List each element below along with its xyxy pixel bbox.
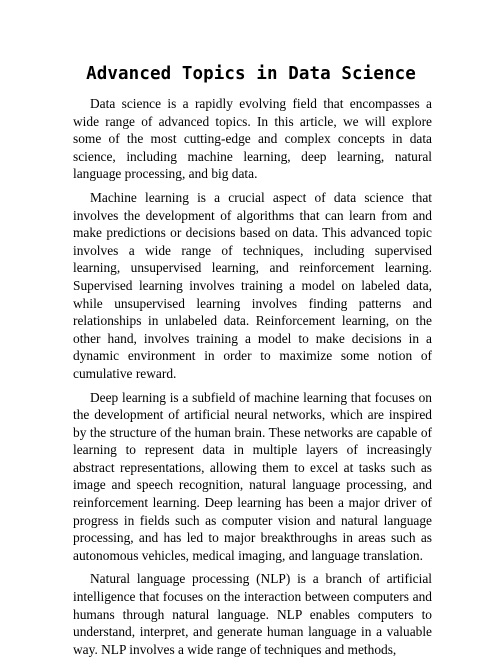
paragraph-deep-learning: Deep learning is a subfield of machine learning that focuses on the development of artificial neural networks, which are inspired by the structure of the human brain. These networks are capable of learning to represent data in multiple layers of increasingly abstract representations, allowing them to excel at tasks such as image and speech recognition, natural language processing, and reinforcement learning. Deep learning has been a major driver of progress in fields such as computer vision and natural language processing, and has led to major breakthroughs in areas such as autonomous vehicles, medical imaging, and language translation. xyxy=(73,389,432,563)
paragraph-nlp: Natural language processing (NLP) is a branch of artificial intelligence that focuses on the interaction between computers and humans through natural language. NLP enables computers to understand, interpret, and generate human language in a valuable way. NLP involves a wide range of techniques and methods, xyxy=(73,571,432,657)
paragraph-machine-learning: Machine learning is a crucial aspect of data science that involves the development of algorithms that can learn from and make predictions or decisions based on data. This advanced topic involves a wide range of techniques, including supervised learning, unsupervised learning, and reinforcement learning. Supervised learning involves training a model on labeled data, while unsupervised learning involves finding patterns and relationships in unlabeled data. Reinforcement learning, on the other hand, involves training a model to make decisions in a dynamic environment in order to maximize some notion of cumulative reward. xyxy=(73,189,432,381)
paragraph-intro: Data science is a rapidly evolving field that encompasses a wide range of advanced topics. In this article, we will explore some of the most cutting-edge and complex concepts in data science, including machine learning, deep learning, natural language processing, and big data. xyxy=(73,96,432,182)
document-body xyxy=(73,95,432,664)
document-title: Advanced Topics in Data Science xyxy=(86,64,416,84)
